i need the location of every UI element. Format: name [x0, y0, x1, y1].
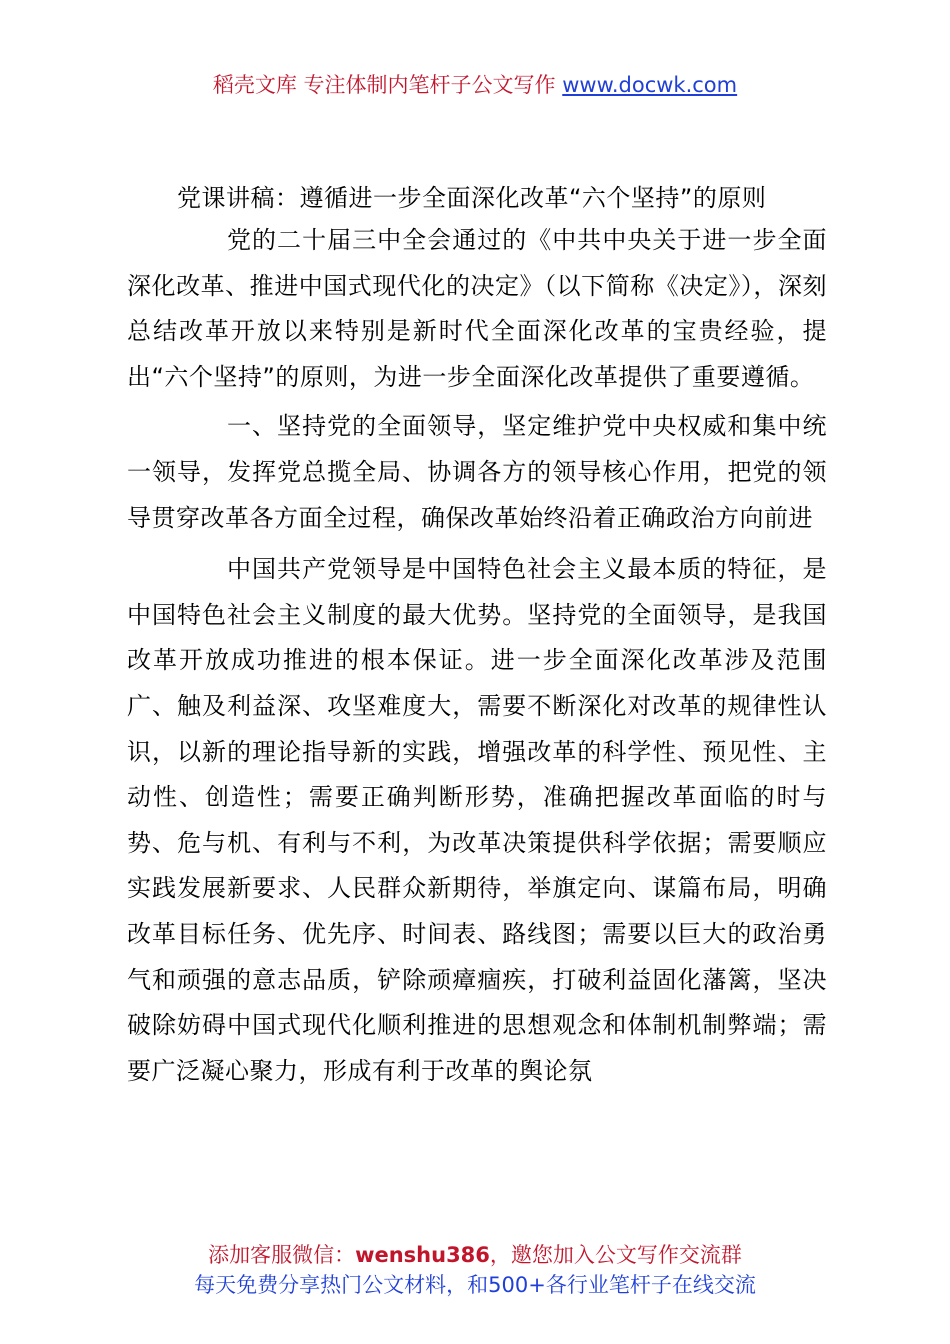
section-heading-1: 一、坚持党的全面领导，坚定维护党中央权威和集中统一领导，发挥党总揽全局、协调各方的领导核心作用，把党的领导贯穿改革各方面全过程，确保改革始终沿着正确政治方向前进 — [127, 412, 827, 532]
wechat-id: wenshu386 — [355, 1243, 490, 1267]
site-link[interactable]: www.docwk.com — [562, 73, 738, 97]
document-title: 党课讲稿：遵循进一步全面深化改革“六个坚持”的原则 — [177, 184, 767, 212]
footer-promo — [0, 1240, 950, 1300]
body-paragraph: 中国共产党领导是中国特色社会主义最本质的特征，是中国特色社会主义制度的最大优势。坚持党的全面领导，是我国改革开放成功推进的根本保证。进一步全面深化改革涉及范围广、触及利益深、攻坚难度大，需要不断深化对改革的规律性认识，以新的理论指导新的实践，增强改革的科学性、预见性、主动性、创造性；需要正确判断形势，准确把握改革面临的时与势、危与机、有利与不利，为改革决策提供科学依据；需要顺应实践发展新要求、人民群众新期待，举旗定向、谋篇布局，明确改革目标任务、优先序、时间表、路线图；需要以巨大的政治勇气和顽强的意志品质，铲除顽瘴痼疾，打破利益固化藩篱，坚决破除妨碍中国式现代化顺利推进的思想观念和体制机制弊端；需要广泛凝心聚力，形成有利于改革的舆论氛 — [127, 555, 827, 1085]
footer-prefix: 添加客服微信： — [208, 1243, 356, 1267]
document-body — [127, 178, 827, 1094]
brand-text: 稻壳文库 专注体制内笔杆子公文写作 — [212, 73, 556, 97]
footer-suffix: ，邀您加入公文写作交流群 — [489, 1243, 742, 1267]
footer-line-1 — [0, 1240, 950, 1270]
footer-line-2: 每天免费分享热门公文材料，和500+各行业笔杆子在线交流 — [194, 1273, 756, 1297]
header-banner — [0, 70, 950, 100]
intro-paragraph: 党的二十届三中全会通过的《中共中央关于进一步全面深化改革、推进中国式现代化的决定》（以下简称《决定》），深刻总结改革开放以来特别是新时代全面深化改革的宝贵经验，提出“六个坚持”的原则，为进一步全面深化改革提供了重要遵循。 — [127, 226, 827, 391]
